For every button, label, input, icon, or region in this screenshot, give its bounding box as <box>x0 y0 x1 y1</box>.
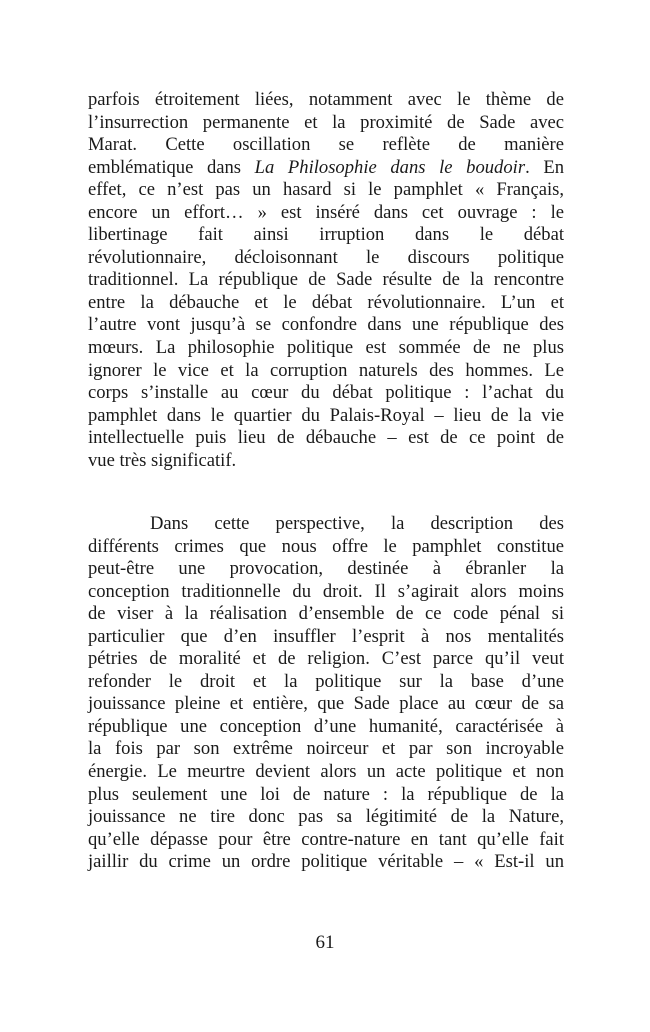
text-line: mœurs. La philosophie politique est sommée de ne plus <box>88 337 564 359</box>
text-line: refonder le droit et la politique sur la base d’une <box>88 670 564 692</box>
text-line: l’insurrection permanente et la proximité de Sade avec <box>88 111 564 133</box>
text-line: de viser à la réalisation d’ensemble de ce code pénal si <box>88 603 564 625</box>
paragraph-1 <box>88 89 564 472</box>
text-line: pétries de moralité et de religion. C’est parce qu’il veut <box>88 648 564 670</box>
text-line: intellectuelle puis lieu de débauche – est de ce point de <box>88 427 564 449</box>
text-line: Marat. Cette oscillation se reflète de manière <box>88 134 564 156</box>
text-line: république une conception d’une humanité, caractérisée à <box>88 715 564 737</box>
text-line: jouissance ne tire donc pas sa légitimité de la Nature, <box>88 806 564 828</box>
text-line: peut-être une provocation, destinée à ébranler la <box>88 558 564 580</box>
text-line: parfois étroitement liées, notamment avec le thème de <box>88 89 564 110</box>
text-line: conception traditionnelle du droit. Il s’agirait alors moins <box>88 580 564 602</box>
text-line: particulier que d’en insuffler l’esprit à nos mentalités <box>88 625 564 647</box>
text-line: révolutionnaire, décloisonnant le discours politique <box>88 246 564 268</box>
text-line: pamphlet dans le quartier du Palais-Royal – lieu de la vie <box>88 404 564 426</box>
text-line: la fois par son extrême noirceur et par son incroyable <box>88 738 564 760</box>
paragraph-2 <box>88 513 564 874</box>
text-line: jouissance pleine et entière, que Sade place au cœur de sa <box>88 693 564 715</box>
text-run: . En <box>525 156 564 178</box>
text-line: corps s’installe au cœur du débat politique : l’achat du <box>88 382 564 404</box>
text-line: qu’elle dépasse pour être contre-nature en tant qu’elle fait <box>88 828 564 850</box>
text-line: encore un effort… » est inséré dans cet ouvrage : le <box>88 201 564 223</box>
text-line: libertinage fait ainsi irruption dans le débat <box>88 224 564 246</box>
text-line: effet, ce n’est pas un hasard si le pamphlet « Français, <box>88 179 564 201</box>
book-title-italic: La Philosophie dans le boudoir <box>254 156 526 178</box>
text-line: plus seulement une loi de nature : la république de la <box>88 783 564 805</box>
text-line: entre la débauche et le débat révolutionnaire. L’un et <box>88 291 564 313</box>
text-line: traditionnel. La république de Sade résulte de la rencontre <box>88 269 564 291</box>
text-line: l’autre vont jusqu’à se confondre dans une république des <box>88 314 564 336</box>
text-run: emblématique dans <box>88 156 255 178</box>
text-line: différents crimes que nous offre le pamphlet constitue <box>88 535 564 557</box>
text-line: Dans cette perspective, la description des <box>150 513 564 534</box>
text-line <box>88 157 564 180</box>
text-line: énergie. Le meurtre devient alors un acte politique et non <box>88 761 564 783</box>
text-line: ignorer le vice et la corruption naturels des hommes. Le <box>88 359 564 381</box>
page-number: 61 <box>315 932 335 953</box>
text-line: vue très significatif. <box>88 449 237 471</box>
text-line: jaillir du crime un ordre politique véritable – « Est-il un <box>88 851 564 873</box>
